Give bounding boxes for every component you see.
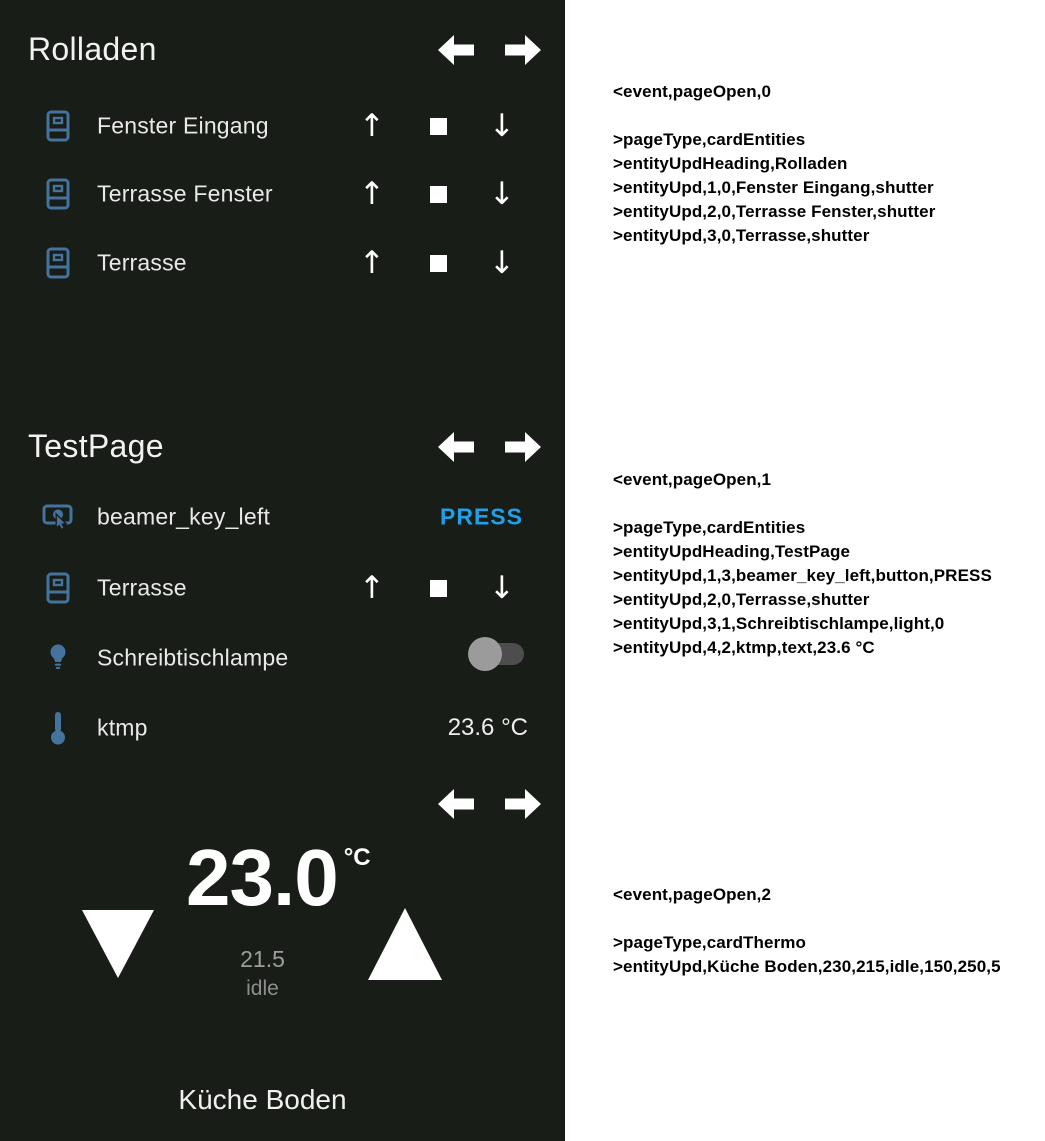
entity-label: beamer_key_left — [97, 503, 271, 530]
light-toggle[interactable] — [468, 637, 524, 671]
protocol-line: >entityUpd,1,3,beamer_key_left,button,PRESS — [613, 566, 992, 585]
shutter-down-button[interactable]: ↓ — [489, 245, 515, 281]
temperature-value: 23.6 °C — [447, 714, 528, 741]
protocol-line — [613, 104, 935, 128]
entity-label: Schreibtischlampe — [97, 644, 289, 671]
shutter-up-button[interactable]: ↑ — [359, 245, 385, 281]
arrow-right-icon — [505, 33, 541, 67]
temperature-unit: °C — [343, 844, 371, 871]
entity-row — [0, 98, 565, 154]
protocol-line — [613, 492, 992, 516]
stop-icon — [430, 186, 447, 203]
page-title: TestPage — [28, 428, 164, 464]
current-temperature — [186, 833, 371, 922]
nav-prev-button[interactable] — [438, 33, 474, 67]
protocol-line: >pageType,cardThermo — [613, 933, 806, 952]
protocol-line: >entityUpd,Küche Boden,230,215,idle,150,250,5 — [613, 957, 1001, 976]
gesture-tap-button-icon — [40, 497, 76, 537]
shutter-up-button[interactable]: ↑ — [359, 176, 385, 212]
protocol-block-page2 — [613, 883, 1001, 979]
entity-label: Terrasse Fenster — [97, 180, 273, 207]
protocol-line: <event,pageOpen,0 — [613, 82, 772, 101]
arrow-right-icon — [505, 430, 541, 464]
arrow-left-icon — [438, 787, 474, 821]
nav-prev-button[interactable] — [438, 787, 474, 821]
thermostat-name: Küche Boden — [178, 1084, 347, 1115]
shutter-up-button[interactable]: ↑ — [359, 570, 385, 606]
shutter-stop-button[interactable] — [421, 235, 455, 291]
entity-row — [0, 630, 565, 686]
window-shutter-icon — [40, 174, 76, 214]
shutter-up-button[interactable]: ↑ — [359, 108, 385, 144]
nav-next-button[interactable] — [505, 430, 541, 464]
toggle-knob — [468, 637, 502, 671]
shutter-down-button[interactable]: ↓ — [489, 570, 515, 606]
window-shutter-icon — [40, 106, 76, 146]
shutter-stop-button[interactable] — [421, 166, 455, 222]
protocol-line: >entityUpd,3,0,Terrasse,shutter — [613, 226, 870, 245]
protocol-line: >pageType,cardEntities — [613, 518, 806, 537]
target-temperature: 21.5 — [240, 946, 285, 972]
protocol-line: <event,pageOpen,2 — [613, 885, 772, 904]
entity-row — [0, 489, 565, 545]
protocol-line: >entityUpd,1,0,Fenster Eingang,shutter — [613, 178, 934, 197]
entity-label: Fenster Eingang — [97, 112, 269, 139]
protocol-line: >entityUpd,3,1,Schreibtischlampe,light,0 — [613, 614, 945, 633]
protocol-line: >entityUpdHeading,TestPage — [613, 542, 851, 561]
arrow-left-icon — [438, 430, 474, 464]
shutter-stop-button[interactable] — [421, 98, 455, 154]
protocol-line: >entityUpd,2,0,Terrasse Fenster,shutter — [613, 202, 936, 221]
entity-label: Terrasse — [97, 574, 187, 601]
protocol-line: >entityUpd,4,2,ktmp,text,23.6 °C — [613, 638, 875, 657]
entity-row — [0, 235, 565, 291]
window-shutter-icon — [40, 243, 76, 283]
protocol-line: >entityUpd,2,0,Terrasse,shutter — [613, 590, 870, 609]
thermometer-icon — [40, 708, 76, 748]
window-shutter-icon — [40, 568, 76, 608]
stop-icon — [430, 580, 447, 597]
protocol-line: >pageType,cardEntities — [613, 130, 806, 149]
protocol-line — [613, 907, 1001, 931]
current-temperature-value: 23.0 — [186, 833, 338, 922]
entity-row — [0, 166, 565, 222]
entity-row — [0, 700, 565, 756]
entity-label: Terrasse — [97, 249, 187, 276]
entity-label: ktmp — [97, 714, 148, 741]
shutter-down-button[interactable]: ↓ — [489, 108, 515, 144]
thermostat-state: idle — [246, 977, 279, 1000]
nav-next-button[interactable] — [505, 33, 541, 67]
shutter-stop-button[interactable] — [421, 560, 455, 616]
lightbulb-icon — [40, 638, 76, 678]
nav-next-button[interactable] — [505, 787, 541, 821]
arrow-left-icon — [438, 33, 474, 67]
page-title: Rolladen — [28, 31, 157, 67]
arrow-right-icon — [505, 787, 541, 821]
press-button[interactable]: PRESS — [440, 503, 523, 530]
nav-prev-button[interactable] — [438, 430, 474, 464]
shutter-down-button[interactable]: ↓ — [489, 176, 515, 212]
entity-row — [0, 560, 565, 616]
protocol-line: >entityUpdHeading,Rolladen — [613, 154, 848, 173]
stop-icon — [430, 255, 447, 272]
protocol-line: <event,pageOpen,1 — [613, 470, 772, 489]
stop-icon — [430, 118, 447, 135]
protocol-block-page0 — [613, 80, 935, 248]
protocol-block-page1 — [613, 468, 992, 660]
